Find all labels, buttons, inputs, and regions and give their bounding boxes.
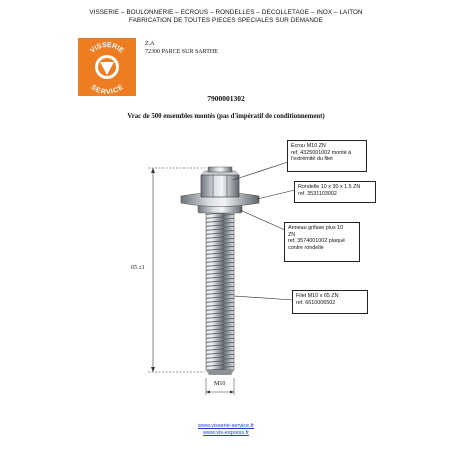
washer-leader [257,190,295,199]
callout-ring-line-3: ref. 3574001002 plaqué [288,238,345,245]
logo-top-text: VISSERIE [89,41,125,55]
address-line-2: 72300 PARCE SUR SARTHE [145,49,218,55]
callout-nut-line-1: Ecrou M10 ZN [291,143,326,149]
callout-nut-line-2: ref. 4325001002 monté à [291,149,352,156]
diameter-dimension-label: M10 [214,381,226,387]
header-line-1: VISSERIE – BOULONNERIE – ECROUS – RONDELLES – DECOLLETAGE – INOX – LAITON [89,9,363,16]
callout-ring-line-1: Anneau grifaxe plus 10 [288,225,344,231]
callout-ring-line-4: contre rondelle [288,244,324,251]
callout-washer [294,181,376,203]
callout-ring-line-2: ZN [288,231,296,238]
callout-thread-line-2: ref. 6610006502 [296,299,336,306]
nut-leader [233,162,288,180]
address-line-1: Z.A [145,41,155,47]
website-link-1[interactable]: www.visserie-service.fr [198,423,254,429]
bolt-threaded-shank [206,212,234,370]
bolt-end [208,167,232,172]
thread-leader [234,296,293,300]
callout-nut [287,140,367,172]
callout-washer-line-2: ref. 3531103002 [298,190,337,197]
length-dimension-label: 65 ±1 [131,265,145,271]
callout-thread-line-1: Filet M10 x 65 ZN [296,293,339,299]
header-line-2: FABRICATION DE TOUTES PIECES SPECIALES SUR DEMANDE [129,17,323,24]
ring-leader [240,210,285,230]
callout-washer-line-1: Rondelle 10 x 30 x 1.5 ZN [298,184,361,190]
website-link-2[interactable]: www.vis-express.fr [203,430,249,436]
callout-nut-line-3: l'extrémité du filet [291,156,333,163]
bolt-tip [206,370,234,375]
product-description: Vrac de 500 ensembles montés (pas d'impératif de conditionnement) [127,113,325,120]
product-reference: 7900001302 [207,94,245,103]
hex-nut [201,175,239,197]
callout-ring [284,222,360,262]
logo-bottom-text: SERVICE [89,83,125,96]
callout-thread [292,290,368,314]
